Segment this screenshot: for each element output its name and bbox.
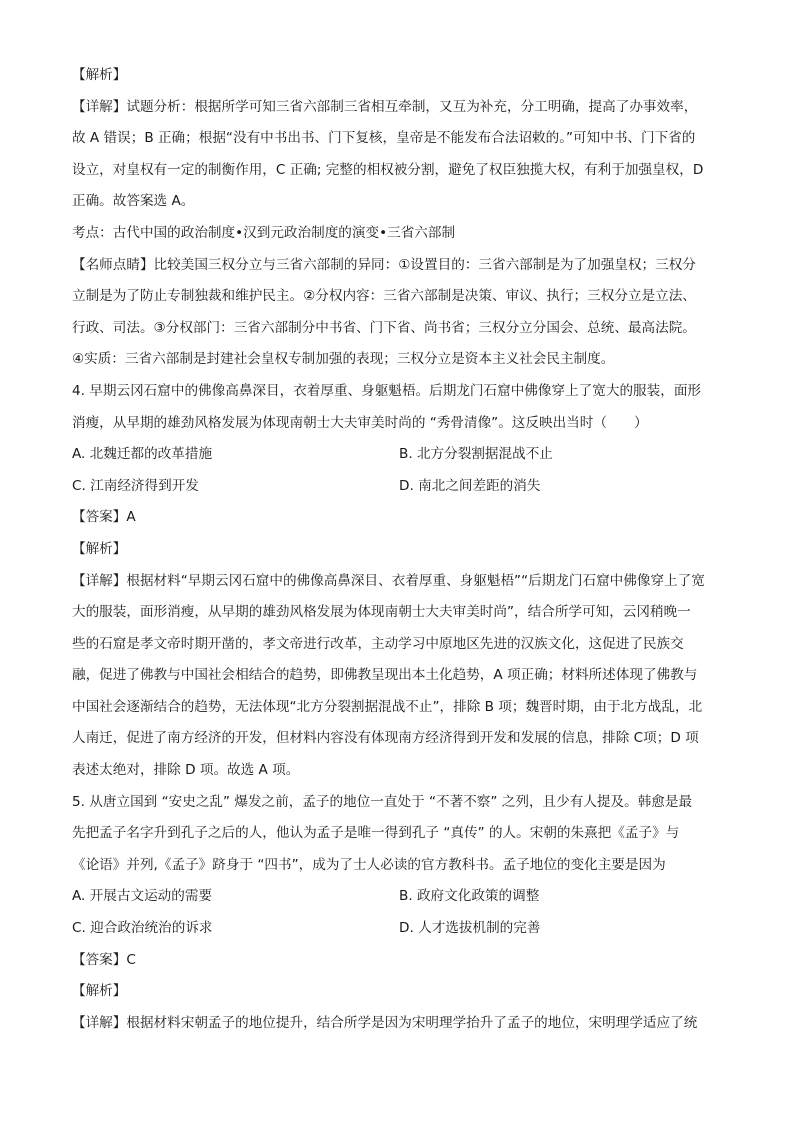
text-line: ④实质：三省六部制是封建社会皇权专制加强的表现；三权分立是资本主义社会民主制度。 — [72, 351, 615, 368]
text-line: 表述太绝对，排除 D 项。故选 A 项。 — [72, 762, 300, 779]
question-4-options-row — [72, 471, 727, 503]
text-line: 行政、司法。③分权部门：三省六部制分中书省、门下省、尚书省；三权分立分国会、总统、最高法院。 — [72, 319, 696, 336]
answer-label: 【答案】C — [72, 951, 136, 968]
text-line: 些的石窟是孝文帝时期开凿的，孝文帝进行改革，主动学习中原地区先进的汉族文化，这促进了民族交 — [72, 635, 684, 652]
option-d: D. 南北之间差距的消失 — [399, 477, 541, 494]
option-c: C. 江南经济得到开发 — [72, 477, 199, 494]
text-line: 设立，对皇权有一定的制衡作用，C 正确; 完整的相权被分割，避免了权臣独揽大权，有利于加强皇权，D — [72, 161, 704, 178]
text-line: 【详解】根据材料“早期云冈石窟中的佛像高鼻深目、衣着厚重、身躯魁梧”“后期龙门石窟中佛像穿上了宽 — [72, 572, 705, 589]
option-b: B. 北方分裂割据混战不止 — [399, 446, 553, 463]
question-4-stem: 消瘦，从早期的雄劲风格发展为体现南朝士大夫审美时尚的 “秀骨清像”。这反映出当时（ ） — [72, 414, 648, 431]
text-line: 【解析】 — [72, 67, 127, 83]
text-line: 考点：古代中国的政治制度•汉到元政治制度的演变•三省六部制 — [72, 224, 456, 241]
text-line: 融，促进了佛教与中国社会相结合的趋势，即佛教呈现出本土化趋势，A 项正确；材料所述体现了佛教与 — [72, 667, 698, 684]
question-5-options-row — [72, 881, 727, 913]
question-5-options-row — [72, 913, 727, 945]
text-line: 人南迁，促进了南方经济的开发，但材料内容没有体现南方经济得到开发和发展的信息，排除 C项；D 项 — [72, 730, 699, 747]
question-5-stem: 5. 从唐立国到 “安史之乱” 爆发之前，孟子的地位一直处于 “不著不察” 之列，且少有人提及。韩愈是最 — [72, 793, 693, 810]
text-line: 【详解】根据材料宋朝孟子的地位提升，结合所学是因为宋明理学抬升了孟子的地位，宋明理学适应了统 — [72, 1014, 698, 1031]
option-a: A. 北魏迁都的改革措施 — [72, 446, 213, 463]
option-c: C. 迎合政治统治的诉求 — [72, 920, 213, 937]
option-b: B. 政府文化政策的调整 — [399, 888, 540, 905]
answer-label: 【答案】A — [72, 509, 136, 526]
text-line: 立制是为了防止专制独裁和维护民主。②分权内容：三省六部制是决策、审议、执行；三权分立是立法、 — [72, 288, 696, 305]
text-line: 大的服装，面形消瘦，从早期的雄劲风格发展为体现南朝士大夫审美时尚”，结合所学可知，云冈稍晚一 — [72, 604, 691, 621]
text-line: 故 A 错误；B 正确；根据“没有中书出书、门下复核，皇帝是不能发布合法诏敕的。”可知中书、门下省的 — [72, 130, 696, 147]
question-4-stem: 4. 早期云冈石窟中的佛像高鼻深目，衣着厚重、身躯魁梧。后期龙门石窟中佛像穿上了宽大的服装，面形 — [72, 382, 702, 399]
question-5-stem: 《论语》并列,《孟子》跻身于 “四书”，成为了士人必读的官方教科书。孟子地位的变化主要是因为 — [72, 856, 666, 873]
option-d: D. 人才选拔机制的完善 — [399, 920, 541, 937]
question-4-options-row — [72, 439, 727, 471]
document-page — [72, 60, 727, 1039]
analysis-label: 【解析】 — [72, 983, 127, 1000]
text-line: 正确。故答案选 A。 — [72, 193, 195, 210]
text-line: 【名师点睛】比较美国三权分立与三省六部制的异同：①设置目的：三省六部制是为了加强皇权；三权分 — [72, 256, 696, 273]
text-line: 【详解】试题分析：根据所学可知三省六部制三省相互牵制，又互为补充，分工明确，提高了办事效率， — [72, 98, 698, 115]
option-a: A. 开展古文运动的需要 — [72, 888, 213, 905]
question-5-stem: 先把孟子名字升到孔子之后的人，他认为孟子是唯一得到孔子 “真传” 的人。宋朝的朱熹把《孟子》与 — [72, 825, 680, 842]
text-line: 中国社会逐渐结合的趋势，无法体现“北方分裂割据混战不止”，排除 B 项；魏晋时期，由于北方战乱，北 — [72, 698, 703, 715]
analysis-label: 【解析】 — [72, 540, 127, 557]
